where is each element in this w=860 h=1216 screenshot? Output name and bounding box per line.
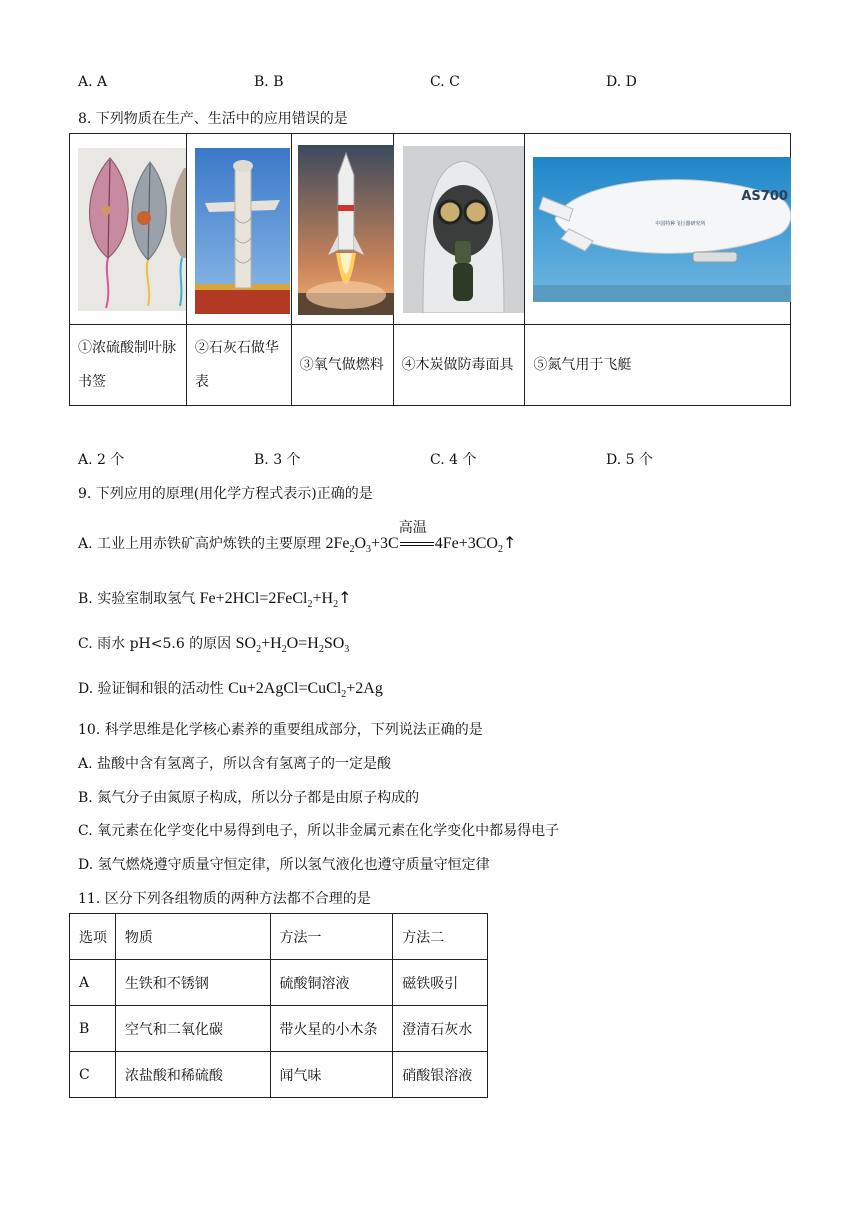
q8-option-d: D. 5 个 (606, 452, 653, 468)
stone-column-image (195, 148, 290, 314)
q11-header-cell: 方法二 (393, 914, 488, 960)
q10-option-b: B. 氮气分子由氮原子构成，所以分子都是由原子构成的 (78, 790, 420, 806)
q8-label-3: ③氧气做燃料 (291, 325, 393, 406)
q9-option-a-equation: $2Fe_2O_3+3C$ 高温 $4Fe+3CO_2$ (325, 535, 503, 552)
q8-image-cell-1 (70, 134, 187, 325)
table-cell: 磁铁吸引 (393, 960, 488, 1006)
table-cell: 带火星的小木条 (270, 1006, 393, 1052)
q9-option-b-text: B. 实验室制取氢气 (78, 591, 196, 607)
q7-option-c: C. C (430, 74, 460, 90)
table-cell: A (70, 960, 116, 1006)
q9-option-b: B. 实验室制取氢气 $Fe+2HCl=2FeCl_2+H_2↑$ (78, 588, 352, 611)
table-row (70, 1052, 488, 1098)
table-cell: C (70, 1052, 116, 1098)
q9-option-a: A. 工业上用赤铁矿高炉炼铁的主要原理 $2Fe_2O_3+3C$ 高温 $4Fe+3CO_2↑$ (78, 533, 516, 555)
q8-image-cell-5 (525, 134, 791, 325)
q9-option-c-equation: $SO_2+H_2O=H_2SO_3$ (235, 635, 350, 656)
q10-option-a: A. 盐酸中含有氢离子，所以含有氢离子的一定是酸 (78, 756, 392, 772)
q9-option-c-text: C. 雨水 pH<5.6 的原因 (78, 636, 232, 652)
table-cell: 闻气味 (270, 1052, 393, 1098)
q8-options (78, 449, 798, 469)
table-row (70, 960, 488, 1006)
q8-option-a: A. 2 个 (78, 452, 125, 468)
table-cell: 硝酸银溶液 (393, 1052, 488, 1098)
airship-image (533, 157, 791, 302)
q10-option-d: D. 氢气燃烧遵守质量守恒定律，所以氢气液化也遵守质量守恒定律 (78, 857, 490, 873)
q8-label-2: ②石灰石做华表 (186, 325, 291, 406)
airship-subtext: 中国特种飞行器研究所 (655, 221, 706, 227)
table-cell: B (70, 1006, 116, 1052)
airship-text: AS700 (741, 189, 788, 204)
q9-option-a-text: A. 工业上用赤铁矿高炉炼铁的主要原理 (78, 536, 322, 552)
q11-header-row (70, 914, 488, 960)
q9-option-d (78, 678, 383, 700)
q8-image-cell-4 (393, 134, 525, 325)
q8-label-5: ⑤氮气用于飞艇 (525, 325, 791, 406)
q11-header-cell: 选项 (70, 914, 116, 960)
table-cell: 浓盐酸和稀硫酸 (115, 1052, 270, 1098)
q10-stem: 10. 科学思维是化学核心素养的重要组成部分，下列说法正确的是 (78, 722, 483, 738)
table-cell: 硫酸铜溶液 (270, 960, 393, 1006)
q8-image-cell-2 (186, 134, 291, 325)
table-cell: 澄清石灰水 (393, 1006, 488, 1052)
q9-option-c (78, 633, 349, 655)
table-cell: 空气和二氧化碳 (115, 1006, 270, 1052)
q8-option-c: C. 4 个 (430, 452, 477, 468)
gas-mask-image (403, 146, 524, 313)
table-row (70, 1006, 488, 1052)
q7-option-b: B. B (254, 74, 284, 90)
q9-stem: 9. 下列应用的原理(用化学方程式表示)正确的是 (78, 486, 373, 502)
q11-header-cell: 方法一 (270, 914, 393, 960)
q8-label-1: ①浓硫酸制叶脉书签 (70, 325, 187, 406)
q8-label-4: ④木炭做防毒面具 (393, 325, 525, 406)
q7-option-a: A. A (78, 74, 108, 90)
q9-option-d-text: D. 验证铜和银的活动性 (78, 681, 224, 697)
q7-options (78, 74, 798, 94)
q11-stem: 11. 区分下列各组物质的两种方法都不合理的是 (78, 891, 371, 907)
table-cell: 生铁和不锈钢 (115, 960, 270, 1006)
q8-image-cell-3 (291, 134, 393, 325)
q7-option-d: D. D (606, 74, 637, 90)
q9-option-d-equation: Cu+2AgCl=CuCl$_2$+2Ag (228, 680, 383, 701)
q11-table (69, 913, 488, 1098)
rocket-launch-image (298, 145, 394, 315)
q9-option-b-equation: $Fe+2HCl=2FeCl_2+H_2$ (199, 590, 339, 611)
q8-image-table (69, 133, 791, 406)
q8-stem: 8. 下列物质在生产、生活中的应用错误的是 (78, 111, 348, 127)
leaf-bookmarks-image (78, 148, 186, 311)
q9-condition: 高温 (398, 520, 427, 536)
q11-header-cell: 物质 (115, 914, 270, 960)
q10-option-c: C. 氧元素在化学变化中易得到电子，所以非金属元素在化学变化中都易得电子 (78, 823, 560, 839)
q8-option-b: B. 3 个 (254, 452, 301, 468)
